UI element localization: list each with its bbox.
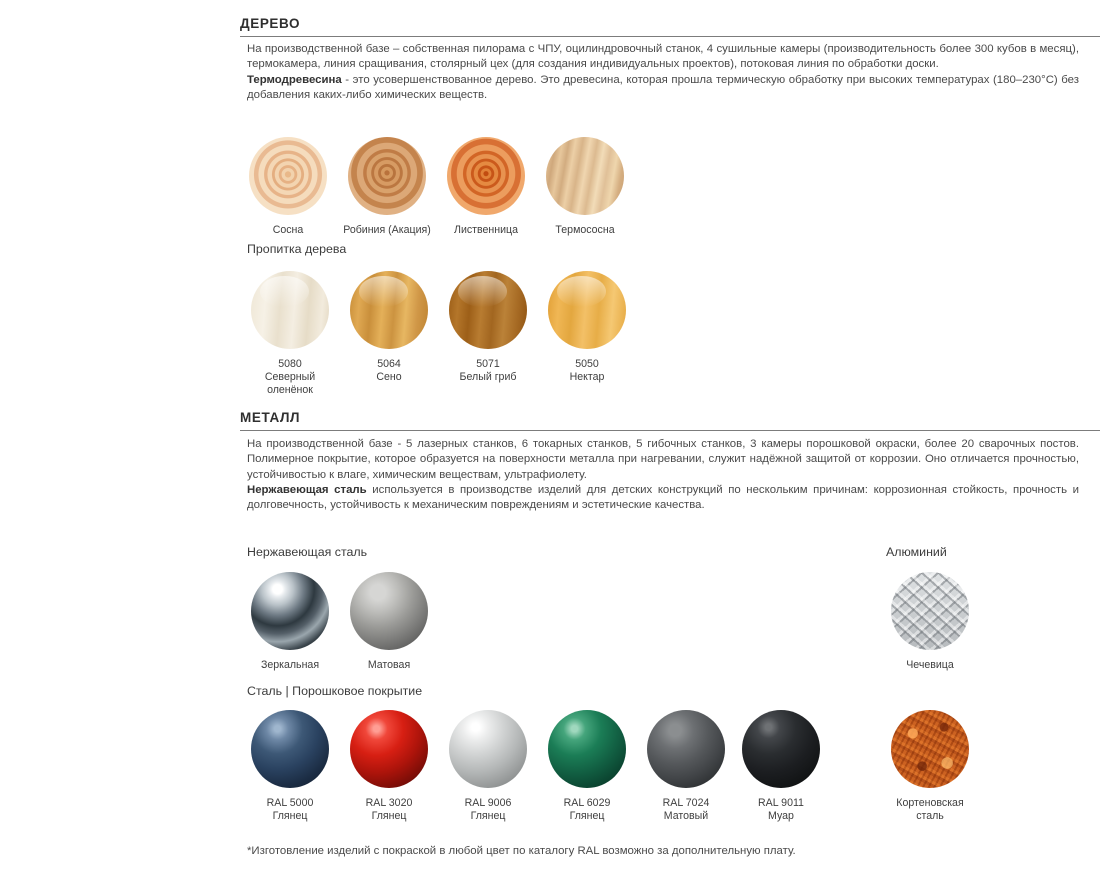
powder-code-ral-5000: RAL 5000 (266, 797, 314, 809)
wood-swatch-sosna (236, 137, 340, 237)
impregnation-swatch-5071 (436, 271, 540, 384)
subheading-impregnation: Пропитка дерева (247, 242, 347, 256)
stainless-swatch-mirror (238, 572, 342, 672)
powder-sample-ral-3020 (350, 710, 428, 788)
powder-code-ral-3020: RAL 3020 (365, 797, 413, 809)
powder-swatch-ral-6029 (535, 710, 639, 823)
impregnation-sample-5064 (350, 271, 428, 349)
wood-swatch-listvennitsa (434, 137, 538, 237)
stainless-sample-matte (350, 572, 428, 650)
subheading-aluminium: Алюминий (886, 545, 947, 559)
corten-name2: сталь (916, 810, 944, 822)
powder-finish-ral-9006: Глянец (470, 810, 506, 822)
wood-label-sosna: Сосна (272, 224, 304, 236)
powder-swatch-ral-3020 (337, 710, 441, 823)
impregnation-code-5064: 5064 (377, 358, 401, 370)
aluminium-swatch-chechevitsa (878, 572, 982, 672)
wood-sample-termososna (546, 137, 624, 215)
wood-swatch-termososna (533, 137, 637, 237)
impregnation-name2-5080: оленёнок (267, 384, 313, 396)
powder-code-ral-6029: RAL 6029 (563, 797, 611, 809)
impregnation-name-5050: Нектар (569, 371, 605, 383)
stainless-label-matte: Матовая (367, 659, 411, 671)
impregnation-code-5071: 5071 (476, 358, 500, 370)
powder-finish-ral-9011: Муар (768, 810, 794, 822)
wood-sample-robiniya (348, 137, 426, 215)
powder-sample-ral-9011 (742, 710, 820, 788)
powder-swatch-ral-5000 (238, 710, 342, 823)
impregnation-swatch-5050 (535, 271, 639, 384)
powder-sample-ral-5000 (251, 710, 329, 788)
powder-swatch-ral-9006 (436, 710, 540, 823)
wood-label-robiniya: Робиния (Акация) (343, 224, 431, 236)
corten-swatch (878, 710, 982, 823)
metal-paragraph-2: используется в производстве изделий для детских конструкций по нескольким причинам: коррозионная стойкость, прочность и долговечность, устойчивость к механическим повреждениям и эстетические качества. (247, 483, 1079, 512)
powder-sample-ral-6029 (548, 710, 626, 788)
impregnation-sample-5080 (251, 271, 329, 349)
wood-swatch-robiniya (335, 137, 439, 237)
powder-sample-ral-9006 (449, 710, 527, 788)
impregnation-sample-5071 (449, 271, 527, 349)
impregnation-name-5080: Северный (264, 371, 316, 383)
footnote-ral: *Изготовление изделий с покраской в любой цвет по каталогу RAL возможно за дополнительную плату. (247, 845, 796, 857)
subheading-stainless: Нержавеющая сталь (247, 545, 368, 559)
subheading-powder-coating: Сталь | Порошковое покрытие (247, 684, 423, 698)
section-divider-wood (240, 36, 1100, 37)
impregnation-code-5080: 5080 (278, 358, 302, 370)
wood-sample-listvennitsa (447, 137, 525, 215)
powder-finish-ral-7024: Матовый (663, 810, 709, 822)
wood-description (247, 42, 1079, 103)
stainless-sample-mirror (251, 572, 329, 650)
impregnation-code-5050: 5050 (575, 358, 599, 370)
section-header-wood (240, 16, 1100, 37)
section-title-wood: ДЕРЕВО (240, 16, 301, 31)
section-title-metal: МЕТАЛЛ (240, 410, 301, 425)
impregnation-swatch-5064 (337, 271, 441, 384)
metal-paragraph-1: На производственной базе - 5 лазерных станков, 6 токарных станков, 5 гибочных станков, 3 камеры порошковой окраски, более 20 сварочных постов. Полимерное покрытие, которое образуется на поверхности металла при нагревании, служит надёжной защитой от коррозии. Оно отличается прочностью, устойчивостью к влаге, химическим веществам, ультрафиолету. (247, 438, 1079, 481)
stainless-swatch-matte (337, 572, 441, 672)
wood-label-termososna: Термососна (555, 224, 615, 236)
aluminium-label-chechevitsa: Чечевица (906, 659, 954, 671)
metal-description (247, 437, 1079, 513)
impregnation-swatch-5080 (238, 271, 342, 397)
aluminium-sample-chechevitsa (891, 572, 969, 650)
powder-code-ral-9006: RAL 9006 (464, 797, 512, 809)
impregnation-name-5064: Сено (376, 371, 402, 383)
wood-paragraph-2-lead: Термодревесина (247, 73, 342, 86)
section-header-metal (240, 410, 1100, 431)
powder-finish-ral-6029: Глянец (569, 810, 605, 822)
powder-finish-ral-3020: Глянец (371, 810, 407, 822)
corten-sample (891, 710, 969, 788)
section-divider-metal (240, 430, 1100, 431)
wood-label-listvennitsa: Лиственница (454, 224, 518, 236)
impregnation-sample-5050 (548, 271, 626, 349)
powder-swatch-ral-7024 (634, 710, 738, 823)
powder-code-ral-9011: RAL 9011 (758, 797, 804, 809)
wood-sample-sosna (249, 137, 327, 215)
powder-swatch-ral-9011 (729, 710, 833, 823)
wood-paragraph-1: На производственной базе – собственная пилорама с ЧПУ, оцилиндровочный станок, 4 сушильные камеры (производительность более 300 кубов в месяц), термокамера, линия сращивания, столярный цех (для создания индивидуальных проектов), потоковая линия по обработки доски. (247, 43, 1079, 71)
stainless-label-mirror: Зеркальная (260, 659, 320, 671)
powder-code-ral-7024: RAL 7024 (662, 797, 710, 809)
wood-paragraph-2: - это усовершенствованное дерево. Это древесина, которая прошла термическую обработку при высоких температурах (180–230°C) без добавления каких-либо химических веществ. (247, 73, 1079, 101)
impregnation-name-5071: Белый гриб (459, 371, 517, 383)
powder-finish-ral-5000: Глянец (272, 810, 308, 822)
metal-paragraph-2-lead: Нержавеющая сталь (247, 483, 367, 496)
powder-sample-ral-7024 (647, 710, 725, 788)
corten-name: Кортеновская (896, 797, 964, 809)
